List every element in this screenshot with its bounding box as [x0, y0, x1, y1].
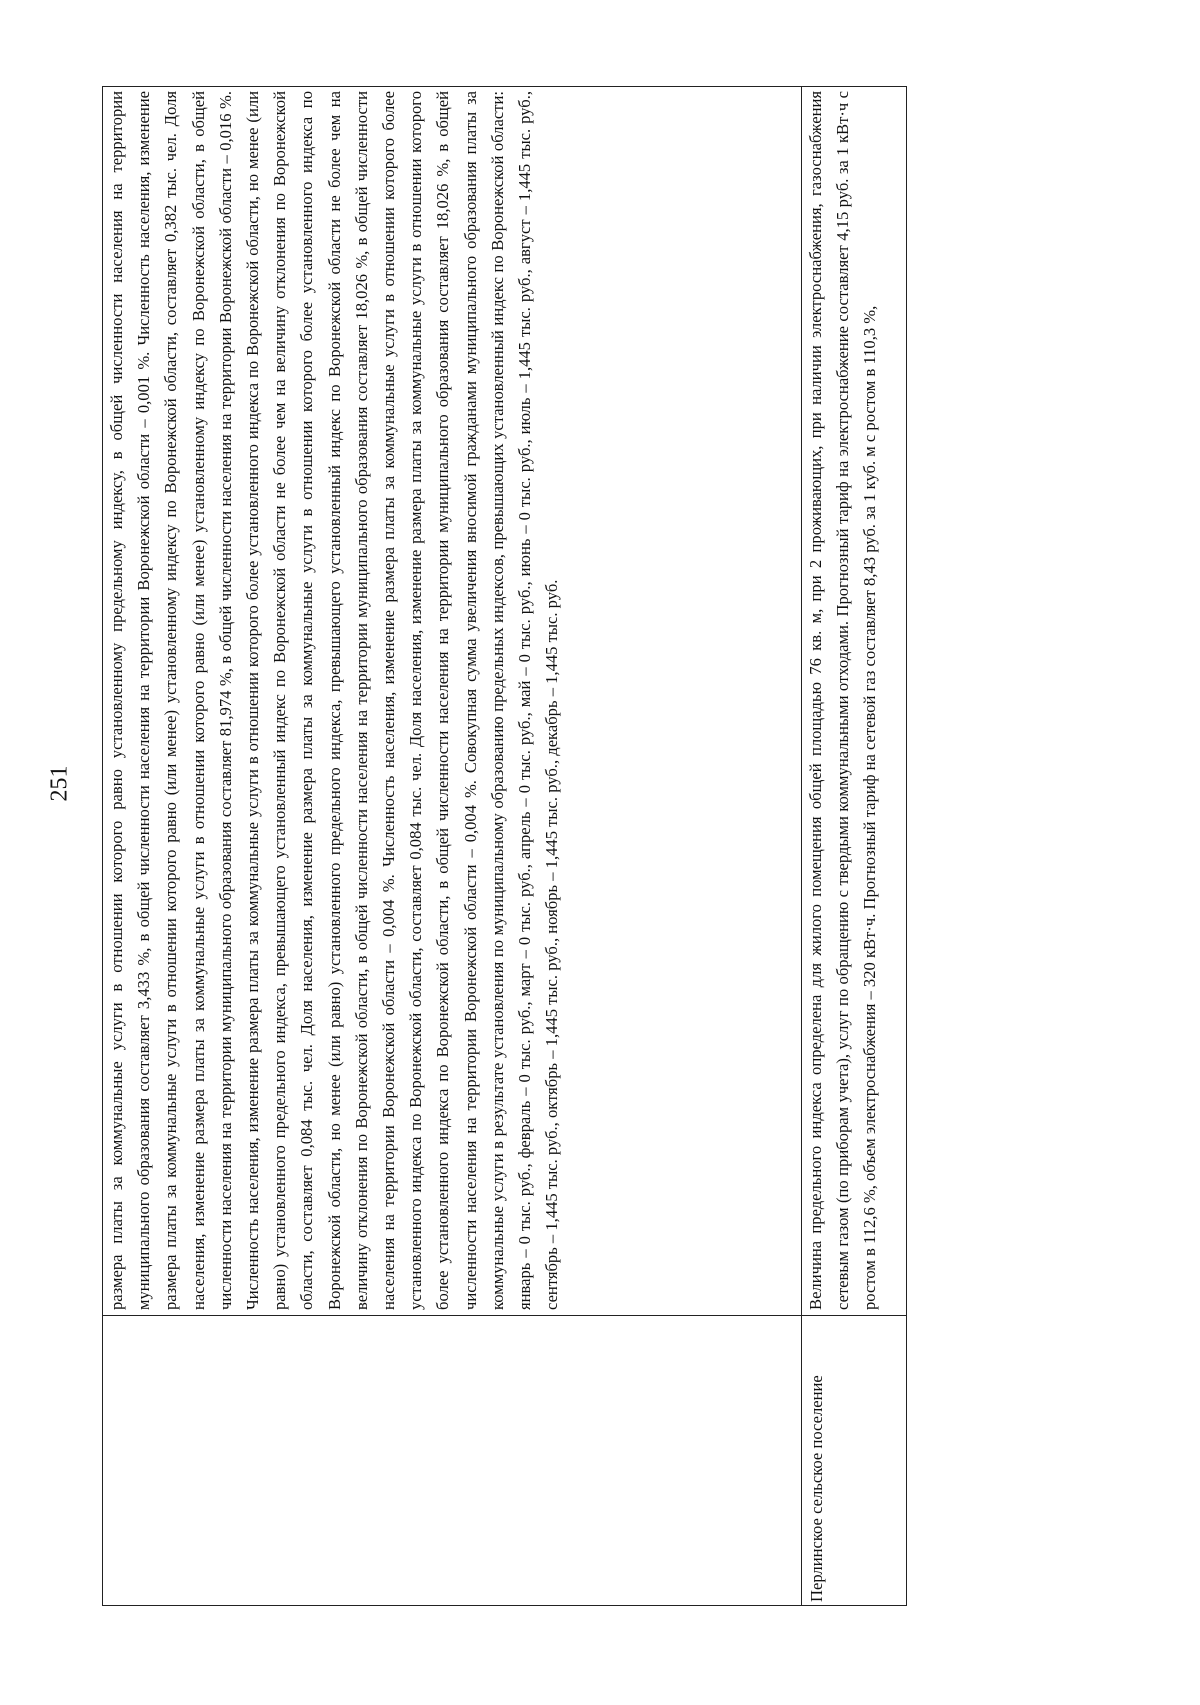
- settlement-name-cell: [103, 1315, 801, 1605]
- description-cell: размера платы за коммунальные услуги в отношении которого равно установленному предельному индексу, в общей численности населения на территории муниципального образования составляет 3,433 %, в общей численности населения на территории Воронежской области – 0,001 %. Численность населения, изменение размера платы за коммунальные услуги в отношении которого равно (или менее) установленному индексу по Воронежской области, составляет 0,382 тыс. чел. Доля населения, изменение размера платы за коммунальные услуги в отношении которого равно (или менее) установленному индексу по Воронежской области, в общей численности населения на территории муниципального образования составляет 81,974 %, в общей численности населения на территории Воронежской области – 0,016 %. Численность населения, изменение размера платы за коммунальные услуги в отношении которого более установленного индекса по Воронежской области, но менее (или равно) установленного предельного индекса, превышающего установленный индекс по Воронежской области не более чем на величину отклонения по Воронежской области, составляет 0,084 тыс. чел. Доля населения, изменение размера платы за коммунальные услуги в отношении которого более установленного индекса по Воронежской области, но менее (или равно) установленного предельного индекса, превышающего установленный индекс по Воронежской области не более чем на величину отклонения по Воронежской области, в общей численности населения на территории муниципального образования составляет 18,026 %, в общей численности населения на территории Воронежской области – 0,004 %. Численность населения, изменение размера платы за коммунальные услуги в отношении которого более установленного индекса по Воронежской области, составляет 0,084 тыс. чел. Доля населения, изменение размера платы за коммунальные услуги в отношении которого более установленного индекса по Воронежской области, в общей численности населения на территории муниципального образования составляет 18,026 %, в общей численности населения на территории Воронежской области – 0,004 %. Совокупная сумма увеличения вносимой гражданами муниципального образования платы за коммунальные услуги в результате установления по муниципальному образованию предельных индексов, превышающих установленный индекс по Воронежской области: январь – 0 тыс. руб., февраль – 0 тыс. руб., март – 0 тыс. руб., апрель – 0 тыс. руб., май – 0 тыс. руб., июнь – 0 тыс. руб., июль – 1,445 тыс. руб., август – 1,445 тыс. руб., сентябрь – 1,445 тыс. руб., октябрь – 1,445 тыс. руб., ноябрь – 1,445 тыс. руб., декабрь – 1,445 тыс. руб.: [107, 91, 562, 1310]
- table-row: [103, 87, 801, 1605]
- page-number: 251: [46, 765, 73, 802]
- settlement-name-cell: Перлинское сельское поселение: [802, 1315, 906, 1605]
- table-row: [801, 87, 906, 1605]
- description-cell: Величина предельного индекса определена для жилого помещения общей площадью 76 кв. м, при 2 проживающих, при наличии электроснабжения, газоснабжения сетевым газом (по приборам учета), услуг по обращению с твердыми коммунальными отходами. Прогнозный тариф на электроснабжение составляет 4,15 руб. за 1 кВт·ч с ростом в 112,6 %, объем электроснабжения – 320 кВт·ч. Прогнозный тариф на сетевой газ составляет 8,43 руб. за 1 куб. м с ростом в 110,3 %,: [806, 91, 880, 1310]
- tariff-table: [102, 86, 907, 1606]
